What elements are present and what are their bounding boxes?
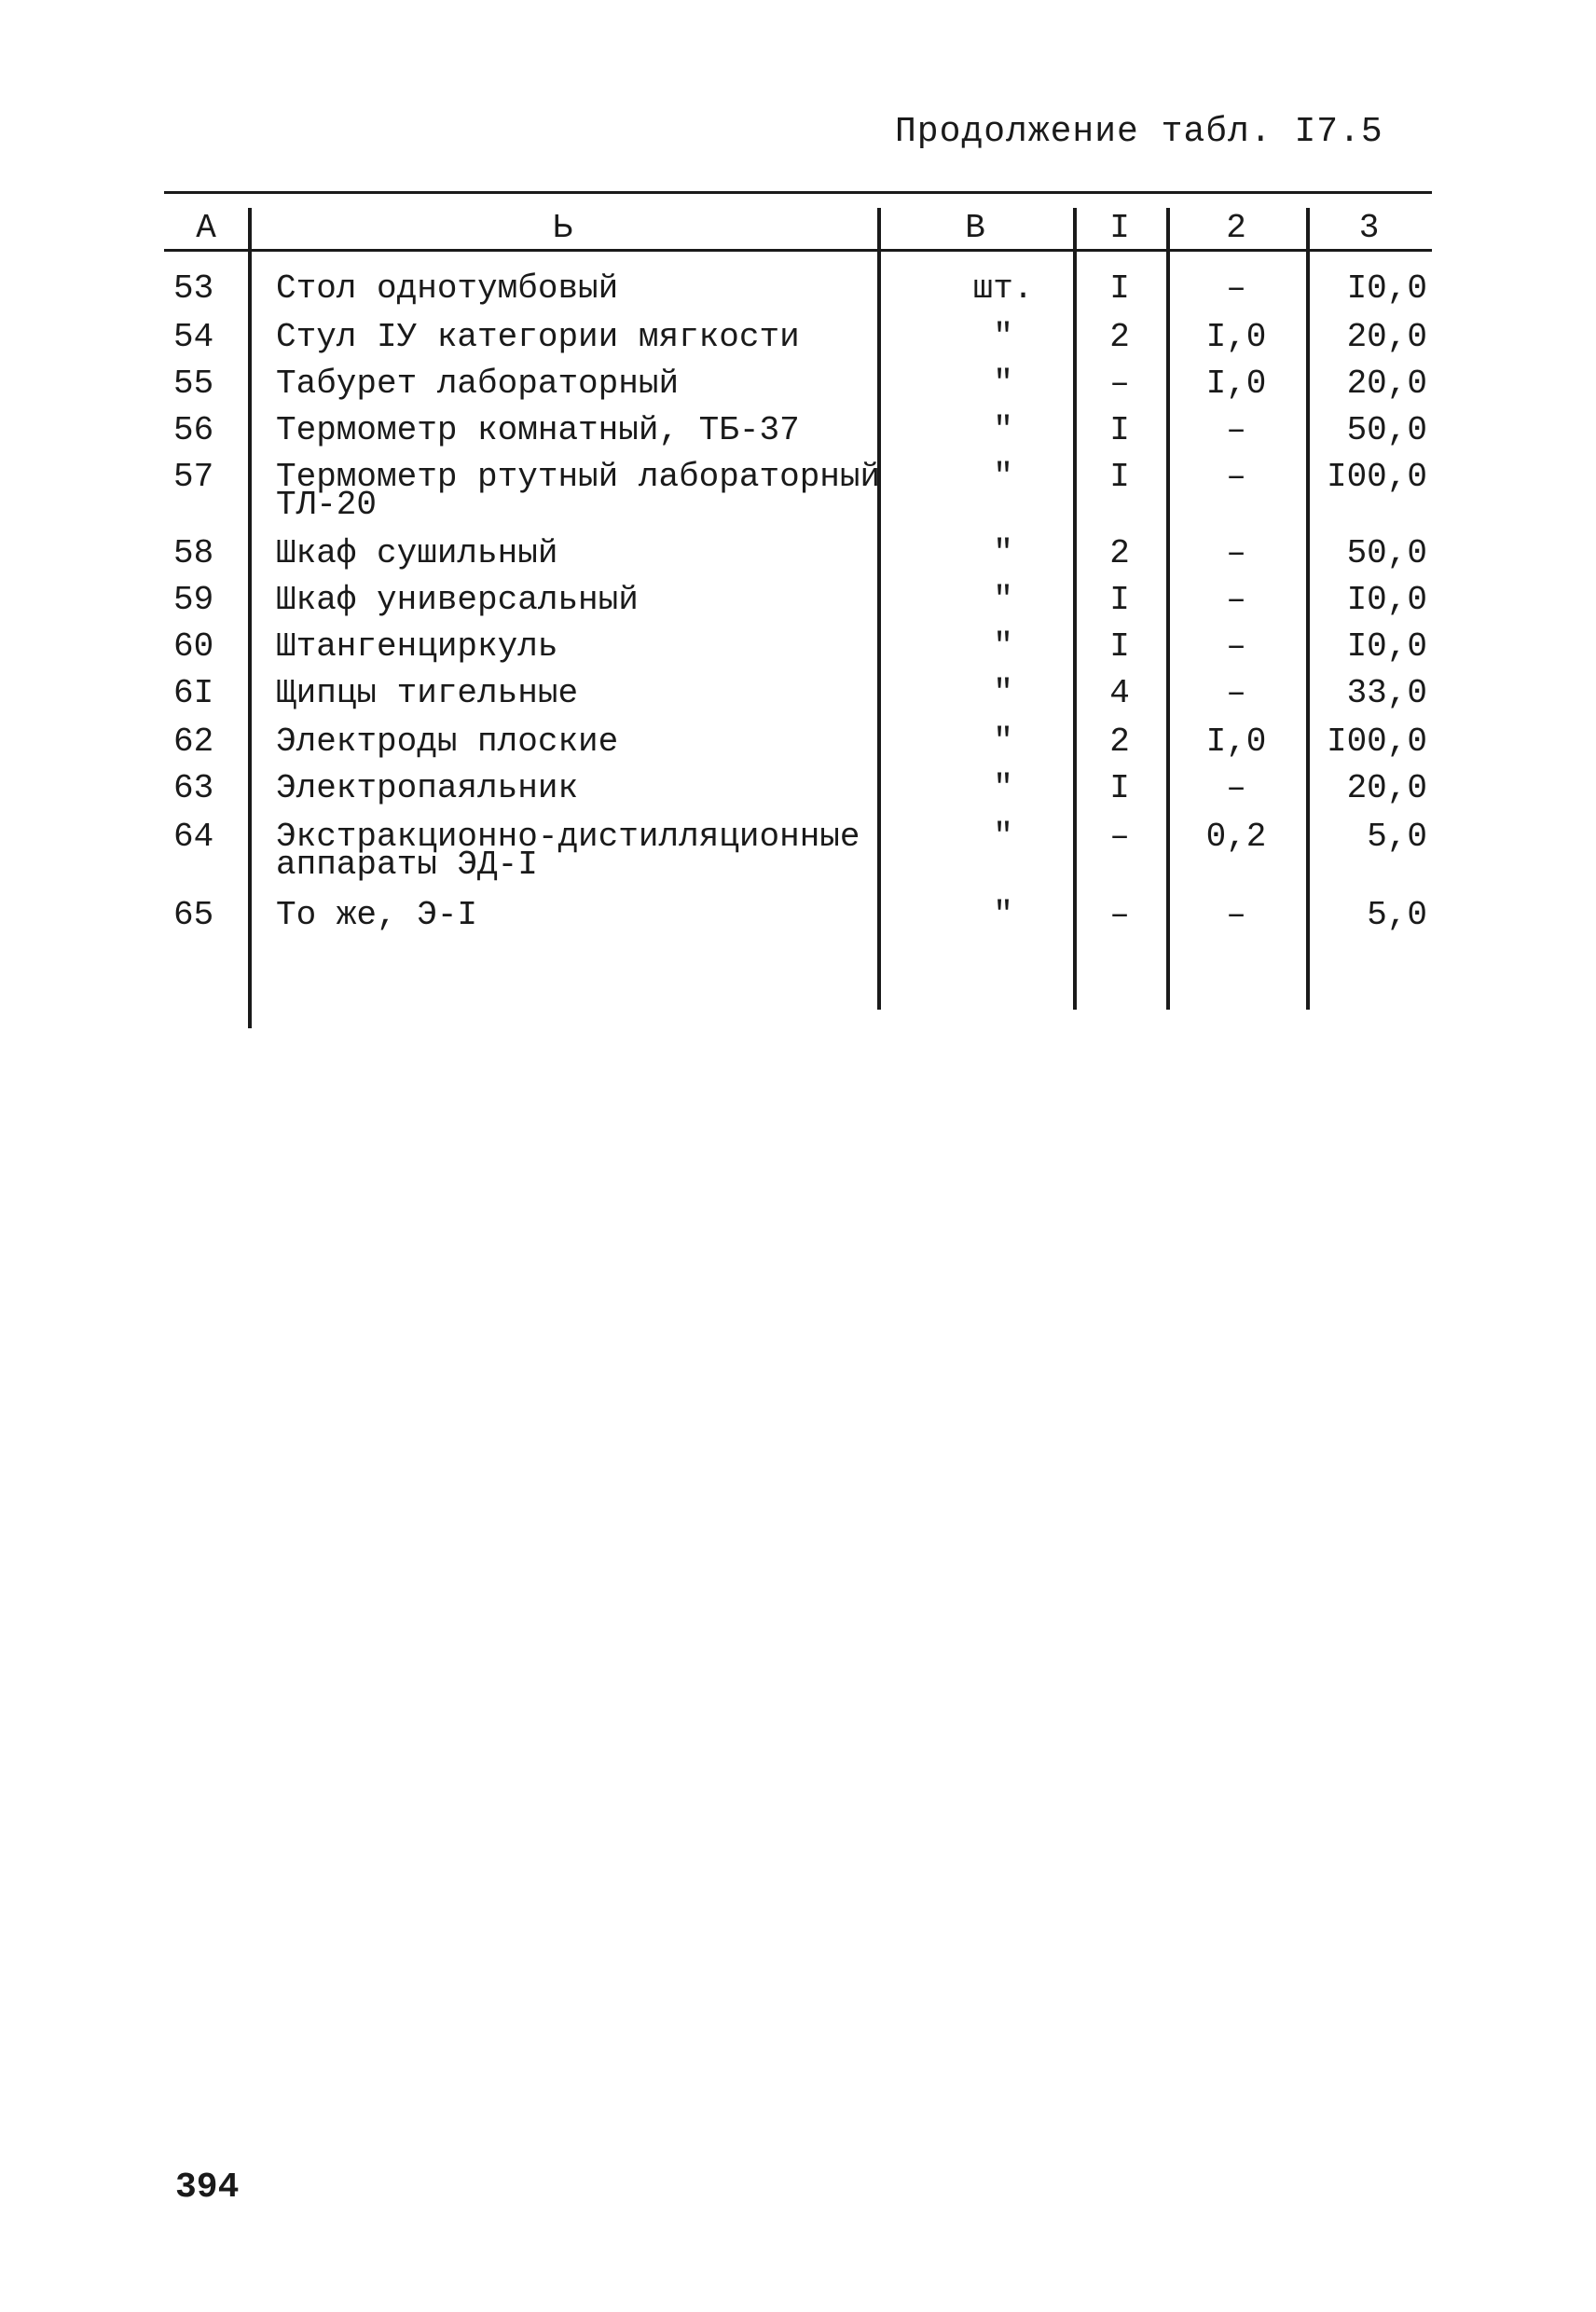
value-col-1: 2	[1109, 318, 1130, 356]
value-col-2: –	[1226, 769, 1246, 807]
value-col-3: I0,0	[1346, 581, 1427, 619]
item-name: Шкаф сушильный	[276, 534, 558, 572]
page-number: 394	[175, 2168, 240, 2208]
value-col-3: 5,0	[1367, 896, 1427, 934]
row-number: 54	[173, 318, 214, 356]
value-col-3: I00,0	[1326, 458, 1427, 496]
item-name: Стол однотумбовый	[276, 269, 619, 308]
row-number: 6I	[173, 674, 214, 712]
header-three: 3	[1358, 209, 1380, 247]
row-number: 55	[173, 365, 214, 403]
value-col-2: –	[1226, 411, 1246, 449]
value-col-1: I	[1109, 458, 1130, 496]
unit: "	[993, 581, 1013, 619]
item-name: Термометр ртутный лабораторный	[276, 458, 881, 496]
value-col-2: –	[1226, 458, 1246, 496]
row-number: 64	[173, 818, 214, 856]
item-name: Электропаяльник	[276, 769, 579, 807]
unit: "	[993, 674, 1013, 712]
value-col-3: 50,0	[1346, 411, 1427, 449]
value-col-2: –	[1226, 269, 1246, 308]
value-col-1: 2	[1109, 722, 1130, 761]
unit: "	[993, 318, 1013, 356]
value-col-2: –	[1226, 896, 1246, 934]
item-name: Экстракционно-дистилляционные	[276, 818, 860, 856]
value-col-3: I0,0	[1346, 269, 1427, 308]
row-number: 57	[173, 458, 214, 496]
header-bottom-rule	[164, 249, 1432, 252]
item-name-continued: ТЛ-20	[276, 486, 378, 524]
value-col-3: 20,0	[1346, 318, 1427, 356]
item-name: Стул IУ категории мягкости	[276, 318, 800, 356]
unit: "	[993, 458, 1013, 496]
column-divider-a	[248, 208, 252, 1028]
value-col-1: –	[1109, 818, 1130, 856]
item-name: Щипцы тигельные	[276, 674, 579, 712]
unit: "	[993, 411, 1013, 449]
value-col-3: 33,0	[1346, 674, 1427, 712]
value-col-2: I,0	[1205, 318, 1267, 356]
value-col-1: I	[1109, 769, 1130, 807]
row-number: 65	[173, 896, 214, 934]
value-col-2: –	[1226, 581, 1246, 619]
item-name: Штангенциркуль	[276, 627, 558, 666]
unit: "	[993, 627, 1013, 666]
unit: "	[993, 534, 1013, 572]
header-a: А	[196, 209, 216, 247]
item-name: Шкаф универсальный	[276, 581, 639, 619]
value-col-2: –	[1226, 534, 1246, 572]
value-col-2: –	[1226, 674, 1246, 712]
item-name: То же, Э-I	[276, 896, 478, 934]
unit: "	[993, 818, 1013, 856]
value-col-3: I0,0	[1346, 627, 1427, 666]
row-number: 53	[173, 269, 214, 308]
row-number: 63	[173, 769, 214, 807]
header-two: 2	[1226, 209, 1246, 247]
value-col-1: I	[1109, 269, 1130, 308]
value-col-1: –	[1109, 365, 1130, 403]
value-col-2: I,0	[1205, 722, 1267, 761]
value-col-2: 0,2	[1205, 818, 1267, 856]
unit: "	[993, 722, 1013, 761]
header-c: В	[965, 209, 985, 247]
value-col-3: 5,0	[1367, 818, 1427, 856]
value-col-2: I,0	[1205, 365, 1267, 403]
row-number: 60	[173, 627, 214, 666]
equipment-table	[164, 191, 1432, 1021]
row-number: 62	[173, 722, 214, 761]
value-col-1: I	[1109, 411, 1130, 449]
unit: шт.	[972, 269, 1034, 308]
header-b: Ь	[552, 209, 573, 247]
row-number: 56	[173, 411, 214, 449]
value-col-1: I	[1109, 627, 1130, 666]
item-name: Электроды плоские	[276, 722, 619, 761]
row-number: 58	[173, 534, 214, 572]
header-one: I	[1109, 209, 1130, 247]
value-col-1: 2	[1109, 534, 1130, 572]
value-col-3: 20,0	[1346, 769, 1427, 807]
value-col-3: I00,0	[1326, 722, 1427, 761]
value-col-3: 50,0	[1346, 534, 1427, 572]
value-col-2: –	[1226, 627, 1246, 666]
unit: "	[993, 365, 1013, 403]
value-col-1: –	[1109, 896, 1130, 934]
value-col-1: 4	[1109, 674, 1130, 712]
item-name: Табурет лабораторный	[276, 365, 680, 403]
table-caption: Продолжение табл. I7.5	[895, 112, 1383, 152]
value-col-1: I	[1109, 581, 1130, 619]
row-number: 59	[173, 581, 214, 619]
item-name: Термометр комнатный, ТБ-37	[276, 411, 800, 449]
unit: "	[993, 769, 1013, 807]
unit: "	[993, 896, 1013, 934]
value-col-3: 20,0	[1346, 365, 1427, 403]
table-top-rule	[164, 191, 1432, 194]
item-name-continued: аппараты ЭД-I	[276, 846, 538, 884]
